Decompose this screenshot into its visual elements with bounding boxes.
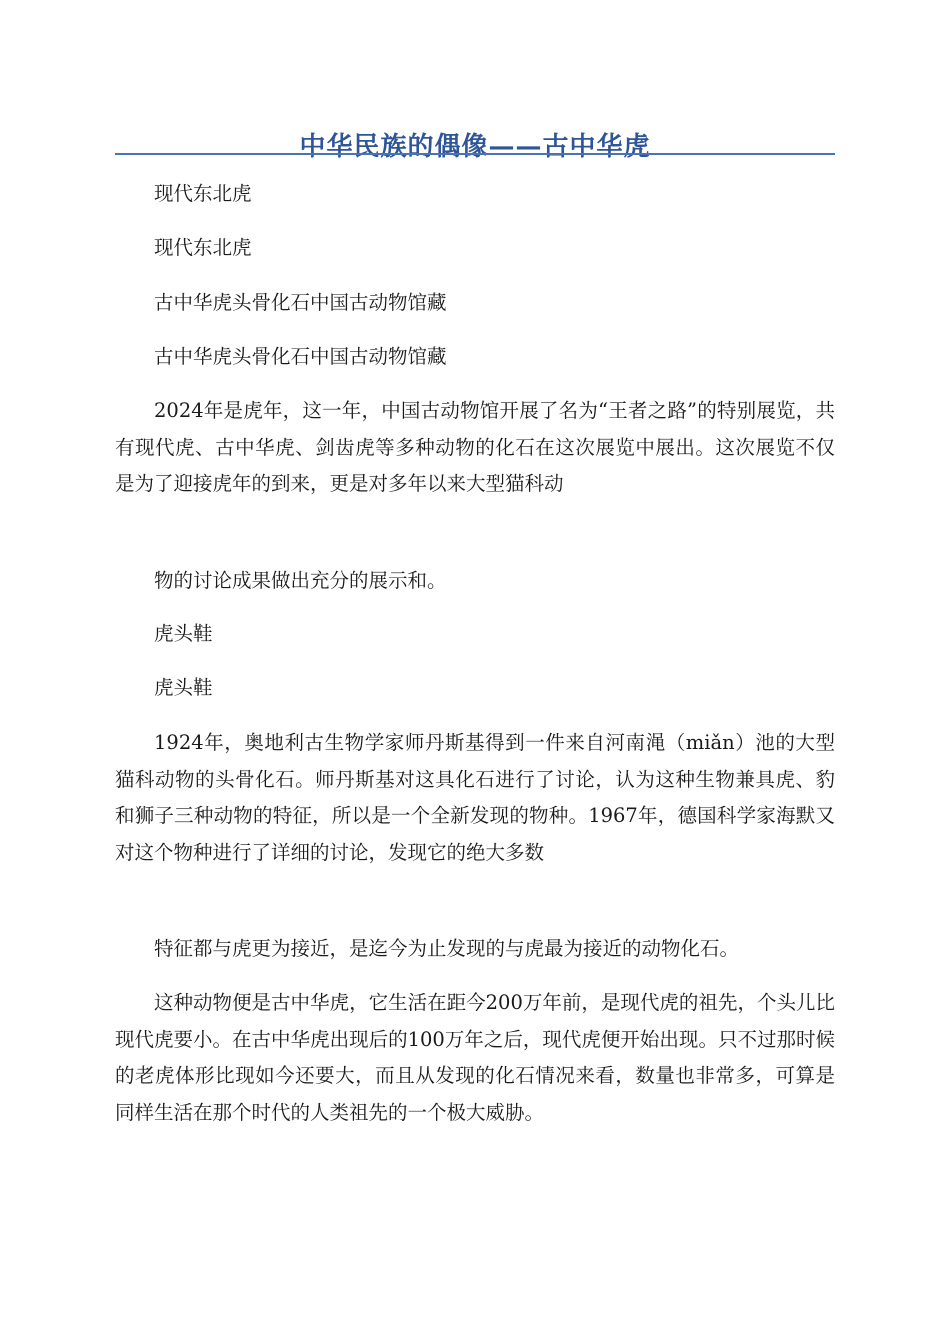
paragraph-caption: 现代东北虎 [154,182,252,205]
paragraph-body: 2024年是虎年，这一年，中国古动物馆开展了名为“王者之路”的特别展览，共有现代虎、古中华虎、剑齿虎等多种动物的化石在这次展览中展出。这次展览不仅是为了迎接虎年的到来，更是对多年以来大型猫科动 [115,399,835,495]
page-title: 中华民族的偶像——古中华虎 [299,132,651,163]
paragraph-caption: 虎头鞋 [154,622,213,645]
paragraph-caption: 古中华虎头骨化石中国古动物馆藏 [154,291,447,314]
paragraph-body: 特征都与虎更为接近，是迄今为止发现的与虎最为接近的动物化石。 [154,937,740,960]
paragraph-body: 这种动物便是古中华虎，它生活在距今200万年前，是现代虎的祖先，个头儿比现代虎要小。在古中华虎出现后的100万年之后，现代虎便开始出现。只不过那时候的老虎体形比现如今还要大，而且从发现的化石情况来看，数量也非常多，可算是同样生活在那个时代的人类祖先的一个极大威胁。 [115,991,835,1124]
paragraph-caption: 古中华虎头骨化石中国古动物馆藏 [154,345,447,368]
paragraph-body: 1924年，奥地利古生物学家师丹斯基得到一件来自河南渑（miǎn）池的大型猫科动物的头骨化石。师丹斯基对这具化石进行了讨论，认为这种生物兼具虎、豹和狮子三种动物的特征，所以是一个全新发现的物种。1967年，德国科学家海默又对这个物种进行了详细的讨论，发现它的绝大多数 [115,731,835,864]
paragraph-caption: 虎头鞋 [154,676,213,699]
paragraph-body: 物的讨论成果做出充分的展示和。 [154,569,447,592]
title-underline [115,153,835,155]
paragraph-caption: 现代东北虎 [154,236,252,259]
